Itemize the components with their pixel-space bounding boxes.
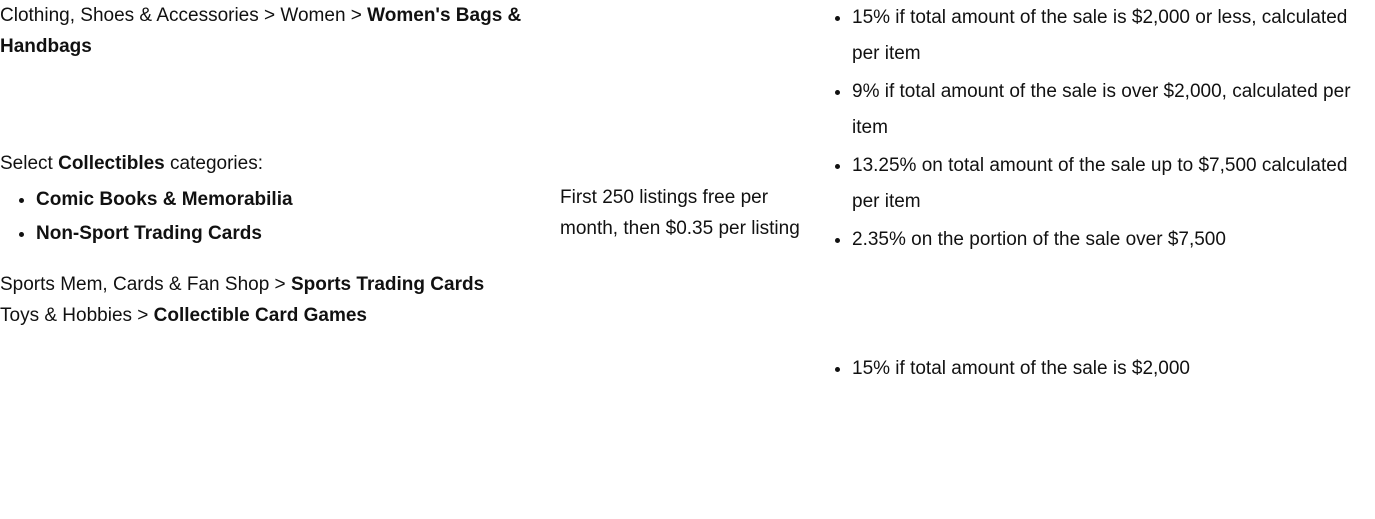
spacer bbox=[0, 251, 560, 269]
category-list-item: • Comic Books & Memorabilia bbox=[36, 183, 560, 217]
sports-prefix: Sports Mem, Cards & Fan Shop > bbox=[0, 274, 291, 295]
select-intro-prefix: Select bbox=[0, 153, 59, 174]
insertion-fee-cell bbox=[560, 0, 820, 389]
fee-cell-collectibles bbox=[820, 148, 1375, 331]
table-row bbox=[0, 0, 1375, 148]
category-cell-collectibles bbox=[0, 148, 560, 331]
category-cell-bags bbox=[0, 0, 560, 148]
fee-list bbox=[820, 148, 1375, 258]
fee-item: • 2.35% on the portion of the sale over $7,500 bbox=[852, 222, 1375, 258]
fee-cell-partial bbox=[820, 331, 1375, 389]
category-toys-line bbox=[0, 300, 560, 331]
fee-cell-bags bbox=[820, 0, 1375, 148]
select-intro-suffix: categories: bbox=[164, 153, 263, 174]
fee-list bbox=[820, 0, 1375, 146]
category-list-item: • Non-Sport Trading Cards bbox=[36, 217, 560, 251]
category-cell-partial bbox=[0, 331, 560, 389]
category-text-prefix: Clothing, Shoes & Accessories > Women > bbox=[0, 5, 368, 26]
fee-item: • 15% if total amount of the sale is $2,000 bbox=[852, 351, 1375, 387]
fee-list bbox=[820, 351, 1375, 387]
sports-bold: Sports Trading Cards bbox=[290, 274, 485, 295]
toys-bold: Collectible Card Games bbox=[153, 305, 367, 326]
toys-prefix: Toys & Hobbies > bbox=[0, 305, 154, 326]
category-sports-line bbox=[0, 269, 560, 300]
fee-item: • 9% if total amount of the sale is over $2,000, calculated per item bbox=[852, 74, 1375, 146]
category-list bbox=[0, 183, 560, 251]
insertion-fee-text: First 250 listings free per month, then $0.35 per listing bbox=[560, 187, 800, 239]
fee-item: • 15% if total amount of the sale is $2,000 or less, calculated per item bbox=[852, 0, 1375, 72]
select-intro-bold: Collectibles bbox=[58, 153, 165, 174]
fee-item: • 13.25% on total amount of the sale up to $7,500 calculated per item bbox=[852, 148, 1375, 220]
select-categories-intro bbox=[0, 148, 560, 179]
category-text-bold: Women's Bags & Handbags bbox=[0, 5, 522, 57]
